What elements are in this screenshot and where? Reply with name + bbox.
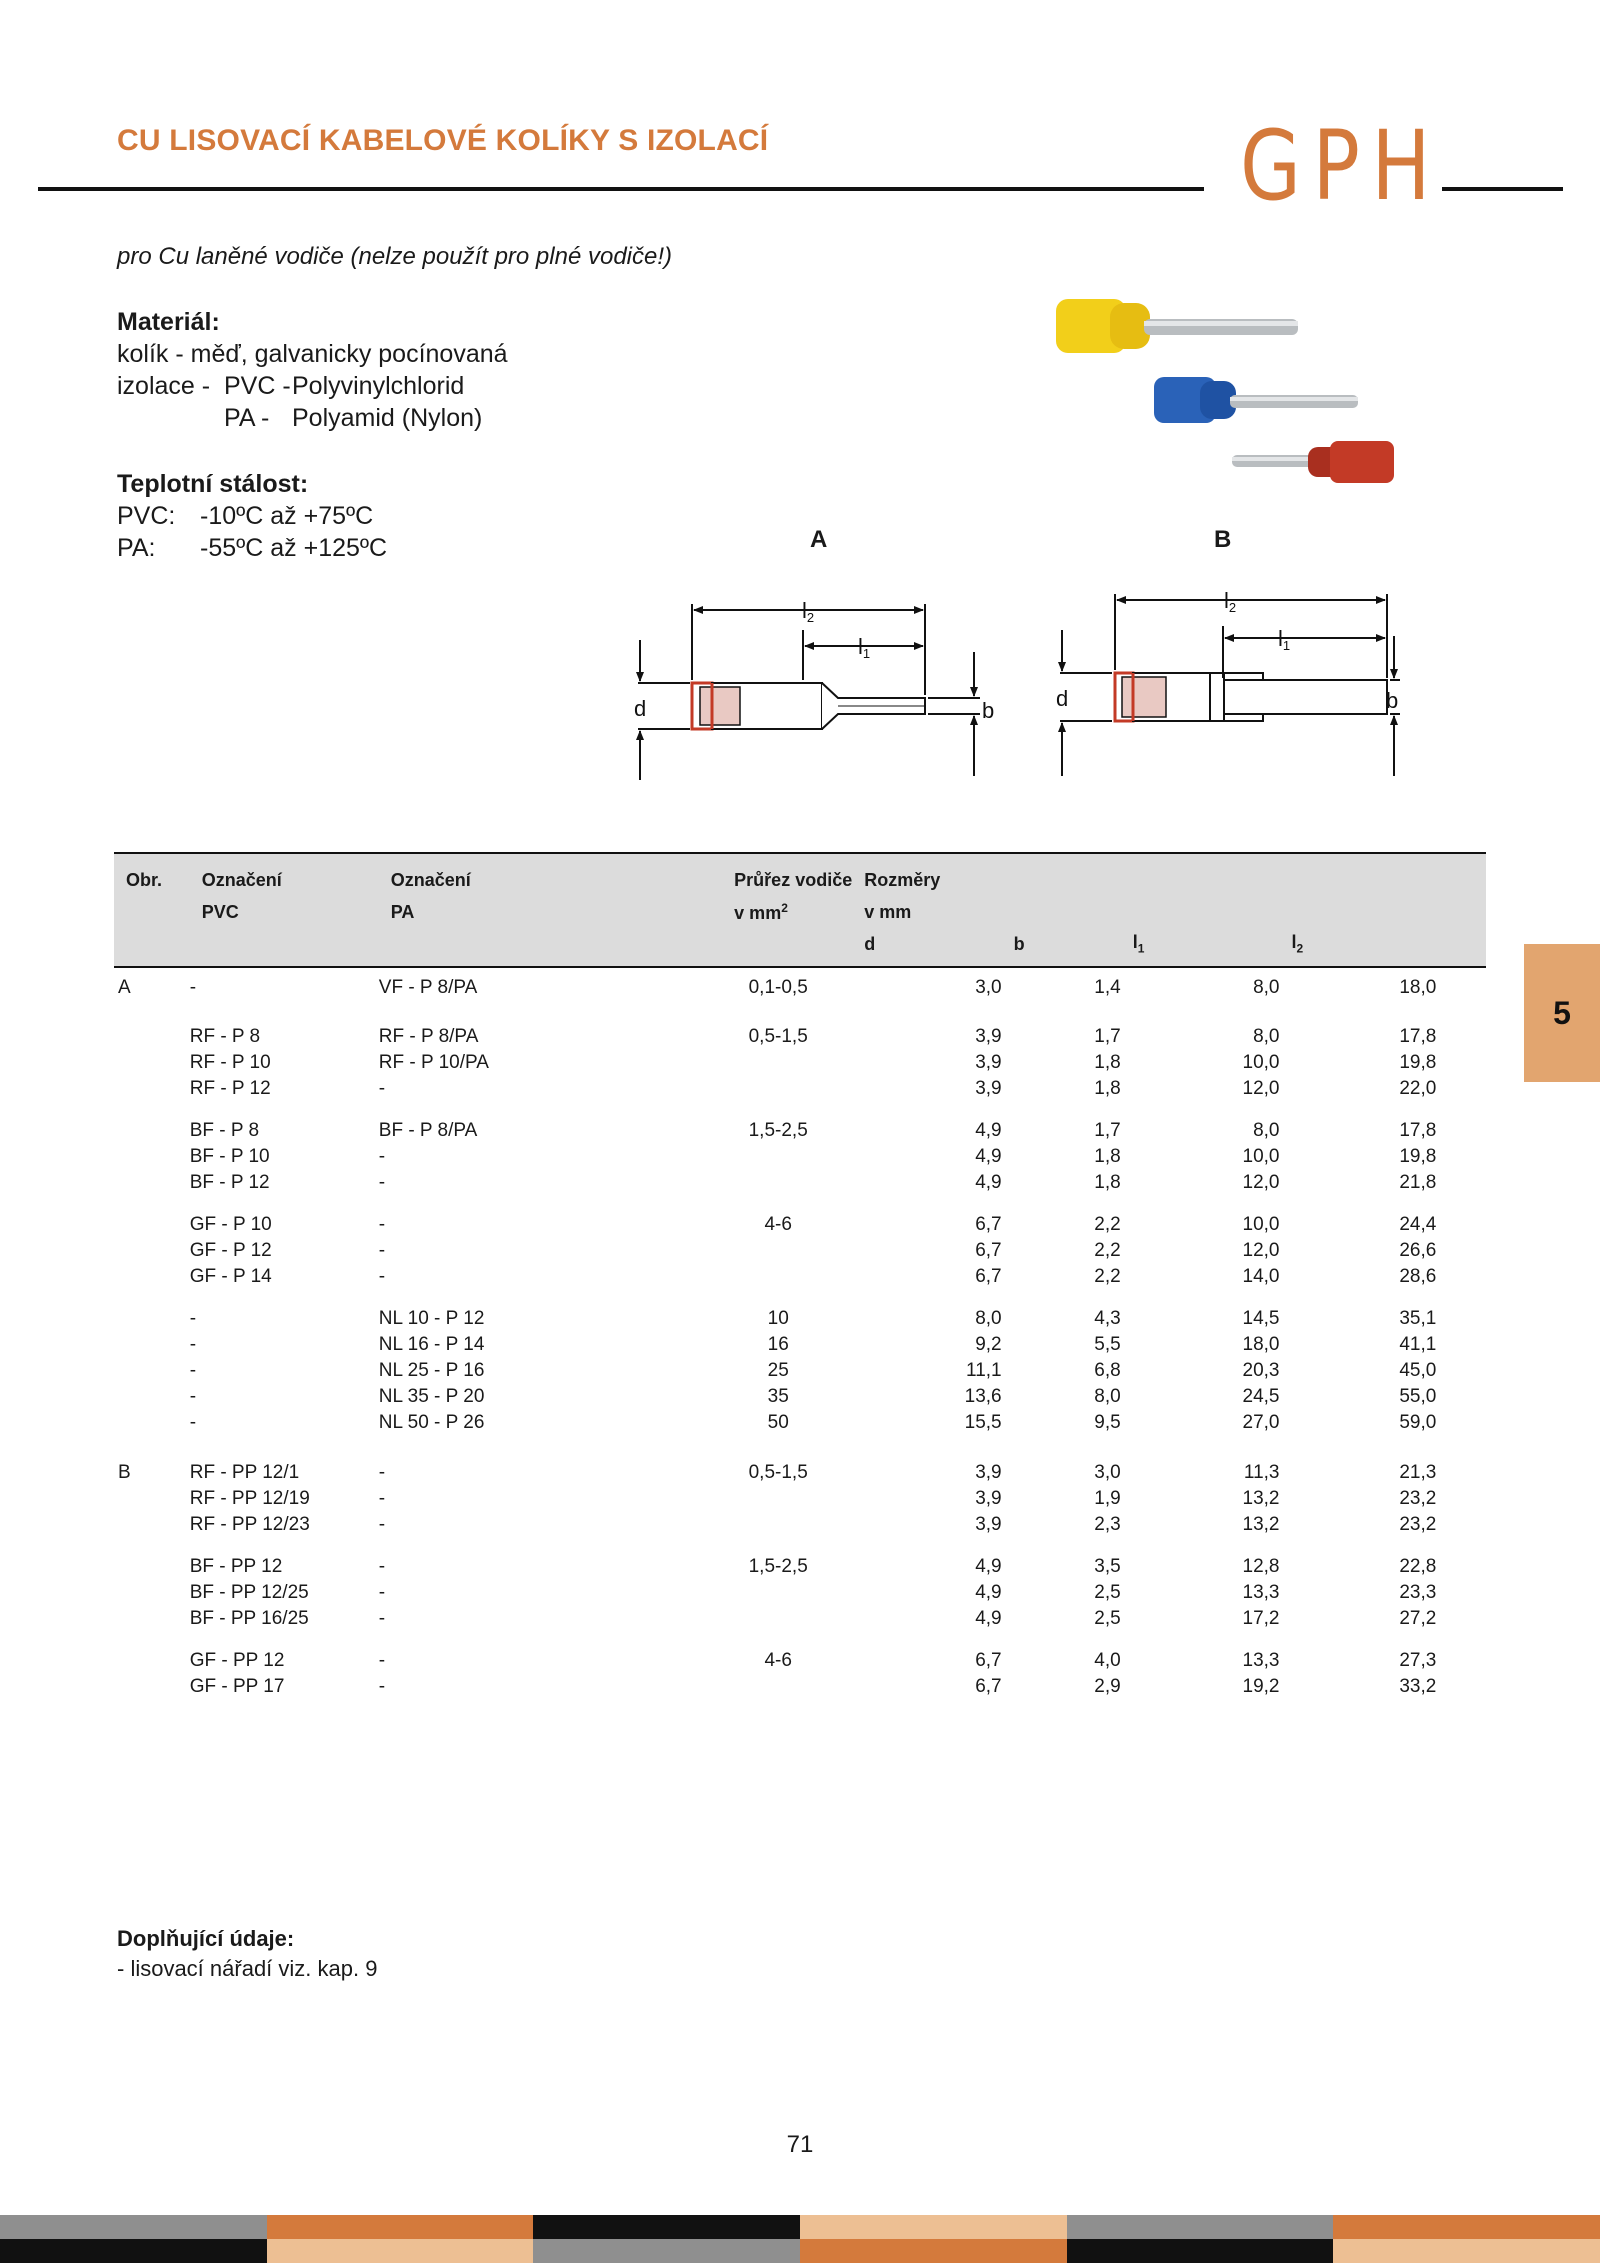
cell-l2: 27,2	[1399, 1608, 1437, 1629]
table-row	[114, 1024, 1486, 1050]
header-rule-right	[1442, 187, 1563, 191]
spacer-row	[114, 1290, 1486, 1306]
cell-prurez: 4-6	[764, 1214, 792, 1235]
cell-pvc: GF - PP 17	[189, 1676, 285, 1697]
header-unit-mm: v mm	[852, 896, 1001, 928]
table-row	[114, 1554, 1486, 1580]
cell-l1: 17,2	[1242, 1608, 1280, 1629]
cell-l1: 27,0	[1242, 1412, 1280, 1433]
cell-obr	[114, 1332, 190, 1358]
cell-l2: 26,6	[1399, 1240, 1437, 1261]
cell-b: 4,0	[1094, 1650, 1121, 1671]
color-bar-segment	[0, 2239, 267, 2263]
cell-pa: NL 50 - P 26	[378, 1412, 485, 1433]
color-bar-segment	[267, 2239, 534, 2263]
color-bar-segment	[267, 2215, 534, 2239]
cell-prurez	[734, 1144, 852, 1170]
cell-pvc: -	[189, 1386, 197, 1407]
cell-pa: -	[378, 1172, 386, 1193]
cell-d: 3,9	[975, 1026, 1002, 1047]
spacer-row	[114, 1436, 1486, 1460]
header-oznaceni-pvc: Označení	[190, 853, 379, 896]
cell-prurez	[734, 1486, 852, 1512]
footer-color-bar-top	[0, 2215, 1600, 2239]
pvc-abbr: PVC -	[224, 372, 291, 400]
cell-pvc: RF - P 10	[189, 1052, 271, 1073]
cell-l1: 18,0	[1242, 1334, 1280, 1355]
cell-d: 6,7	[975, 1240, 1002, 1261]
label-d: d	[1056, 686, 1069, 711]
cell-b: 1,7	[1094, 1026, 1121, 1047]
extra-line: - lisovací nářadí viz. kap. 9	[117, 1956, 378, 1981]
red-pin-image	[1232, 441, 1394, 483]
table-row	[114, 1358, 1486, 1384]
cell-l1: 10,0	[1242, 1214, 1280, 1235]
cell-pa: -	[378, 1514, 386, 1535]
cell-l2: 21,3	[1399, 1462, 1437, 1483]
product-photo	[1040, 285, 1400, 495]
cell-obr	[114, 1358, 190, 1384]
header-rule-left	[38, 187, 1204, 191]
header-l1: $l_1$	[1121, 928, 1280, 967]
cell-obr	[114, 1212, 190, 1238]
cell-prurez	[734, 1674, 852, 1700]
cell-pa: NL 10 - P 12	[378, 1308, 485, 1329]
cell-l1: 19,2	[1242, 1676, 1280, 1697]
cell-pvc: -	[189, 1334, 197, 1355]
header-obr: Obr.	[114, 853, 190, 896]
cell-prurez: 0,5-1,5	[748, 1462, 808, 1483]
cell-b: 1,8	[1094, 1172, 1121, 1193]
color-bar-segment	[533, 2239, 800, 2263]
section-tab: 5	[1524, 944, 1600, 1082]
cell-b: 2,5	[1094, 1608, 1121, 1629]
cell-b: 2,2	[1094, 1240, 1121, 1261]
cell-prurez	[734, 1076, 852, 1102]
cell-d: 3,9	[975, 1488, 1002, 1509]
cell-obr	[114, 1580, 190, 1606]
label-l1: l1	[858, 634, 871, 661]
cell-l2: 18,0	[1399, 977, 1437, 998]
cell-pvc: GF - P 12	[189, 1240, 272, 1261]
cell-obr	[114, 1648, 190, 1674]
pa-name: Polyamid (Nylon)	[292, 404, 483, 432]
spacer-row	[114, 1632, 1486, 1648]
cell-b: 1,9	[1094, 1488, 1121, 1509]
spacer-row	[114, 1102, 1486, 1118]
page-number: 71	[786, 2131, 814, 2158]
cell-obr	[114, 1050, 190, 1076]
header-b: b	[1002, 928, 1121, 967]
table-row	[114, 1238, 1486, 1264]
cell-l1: 12,0	[1242, 1240, 1280, 1261]
cell-pvc: RF - PP 12/19	[189, 1488, 310, 1509]
cell-obr	[114, 1144, 190, 1170]
page-title: CU LISOVACÍ KABELOVÉ KOLÍKY S IZOLACÍ	[117, 124, 769, 157]
cell-pa: VF - P 8/PA	[378, 977, 478, 998]
label-b: b	[1386, 688, 1399, 713]
cell-l2: 41,1	[1399, 1334, 1437, 1355]
cell-obr	[114, 1306, 190, 1332]
cell-pvc: GF - P 10	[189, 1214, 272, 1235]
cell-l1: 11,3	[1243, 1462, 1280, 1483]
cell-b: 8,0	[1094, 1386, 1121, 1407]
cell-l2: 55,0	[1399, 1386, 1437, 1407]
cell-l2: 23,2	[1399, 1514, 1437, 1535]
cell-prurez	[734, 1170, 852, 1196]
insulation-label: izolace -	[117, 372, 211, 400]
cell-l1: 12,0	[1242, 1172, 1280, 1193]
color-bar-segment	[1333, 2215, 1600, 2239]
cell-l1: 12,8	[1242, 1556, 1280, 1577]
temp-pa-label: PA:	[117, 534, 156, 562]
cell-prurez: 0,1-0,5	[748, 977, 808, 998]
temp-pvc-label: PVC:	[117, 502, 176, 530]
cell-b: 1,8	[1094, 1146, 1121, 1167]
cell-l1: 24,5	[1242, 1386, 1280, 1407]
cell-l2: 21,8	[1399, 1172, 1437, 1193]
color-bar-segment	[1067, 2239, 1334, 2263]
table-row	[114, 1306, 1486, 1332]
spacer-row	[114, 1538, 1486, 1554]
cell-obr: B	[118, 1462, 131, 1483]
cell-pa: BF - P 8/PA	[378, 1120, 478, 1141]
cell-obr	[114, 1076, 190, 1102]
cell-pvc: BF - PP 12/25	[189, 1582, 309, 1603]
cell-prurez	[734, 1264, 852, 1290]
color-bar-segment	[0, 2215, 267, 2239]
cell-l1: 10,0	[1242, 1146, 1280, 1167]
cell-prurez: 1,5-2,5	[748, 1120, 808, 1141]
cell-d: 4,9	[975, 1172, 1002, 1193]
cell-l2: 17,8	[1399, 1120, 1437, 1141]
cell-pa: -	[378, 1608, 386, 1629]
yellow-pin-image	[1056, 299, 1298, 353]
cell-d: 4,9	[975, 1582, 1002, 1603]
color-bar-segment	[800, 2239, 1067, 2263]
header-prurez: Průřez vodiče	[734, 853, 852, 896]
cell-b: 6,8	[1094, 1360, 1121, 1381]
cell-l1: 14,5	[1242, 1308, 1280, 1329]
table-row	[114, 1384, 1486, 1410]
cell-pa: -	[378, 1676, 386, 1697]
cell-prurez	[734, 1050, 852, 1076]
cell-pvc: RF - P 8	[189, 1026, 261, 1047]
cell-l2: 35,1	[1399, 1308, 1437, 1329]
temp-heading: Teplotní stálost:	[117, 470, 309, 498]
diagram-b	[1040, 580, 1440, 800]
cell-b: 2,5	[1094, 1582, 1121, 1603]
spacer-row	[114, 1196, 1486, 1212]
cell-obr: A	[118, 977, 131, 998]
cell-b: 3,0	[1094, 1462, 1121, 1483]
cell-d: 3,0	[975, 977, 1002, 998]
table-row	[114, 1212, 1486, 1238]
table-row	[114, 1410, 1486, 1436]
cell-b: 2,3	[1094, 1514, 1121, 1535]
cell-l1: 14,0	[1242, 1266, 1280, 1287]
cell-b: 1,4	[1094, 977, 1121, 998]
table-row	[114, 1118, 1486, 1144]
subtitle: pro Cu laněné vodiče (nelze použít pro plné vodiče!)	[117, 243, 672, 270]
cell-b: 2,9	[1094, 1676, 1121, 1697]
cell-pvc: GF - P 14	[189, 1266, 272, 1287]
cell-b: 1,7	[1094, 1120, 1121, 1141]
cell-pa: RF - P 10/PA	[378, 1052, 489, 1073]
cell-d: 3,9	[975, 1514, 1002, 1535]
cell-pa: NL 25 - P 16	[378, 1360, 485, 1381]
cell-l2: 27,3	[1399, 1650, 1437, 1671]
header-pvc: PVC	[190, 896, 379, 928]
cell-obr	[114, 1554, 190, 1580]
cell-pvc: -	[189, 1308, 197, 1329]
color-bar-segment	[800, 2215, 1067, 2239]
cell-pvc: BF - P 10	[189, 1146, 270, 1167]
cell-pvc: BF - P 12	[189, 1172, 270, 1193]
cell-prurez: 0,5-1,5	[748, 1026, 808, 1047]
cell-d: 6,7	[975, 1214, 1002, 1235]
cell-d: 13,6	[964, 1386, 1002, 1407]
label-b: b	[982, 698, 995, 723]
cell-l2: 33,2	[1399, 1676, 1437, 1697]
cell-obr	[114, 1118, 190, 1144]
cell-pa: RF - P 8/PA	[378, 1026, 479, 1047]
cell-l1: 13,2	[1242, 1514, 1280, 1535]
header-d: d	[852, 928, 1001, 967]
temp-pvc-value: -10ºC až +75ºC	[200, 502, 374, 530]
cell-pvc: RF - P 12	[189, 1078, 271, 1099]
cell-b: 2,2	[1094, 1214, 1121, 1235]
header-pa: PA	[379, 896, 734, 928]
cell-pa: -	[378, 1146, 386, 1167]
cell-l1: 13,3	[1242, 1650, 1280, 1671]
cell-prurez: 1,5-2,5	[748, 1556, 808, 1577]
cell-prurez: 50	[767, 1412, 789, 1433]
cell-l2: 22,0	[1399, 1078, 1437, 1099]
footer-color-bar-bottom	[0, 2239, 1600, 2263]
cell-pvc: BF - PP 16/25	[189, 1608, 309, 1629]
cell-prurez: 35	[767, 1386, 789, 1407]
cell-d: 3,9	[975, 1078, 1002, 1099]
cell-obr	[114, 1024, 190, 1050]
cell-prurez	[734, 1238, 852, 1264]
cell-l1: 8,0	[1253, 1120, 1280, 1141]
cell-b: 4,3	[1094, 1308, 1121, 1329]
cell-pvc: BF - PP 12	[189, 1556, 283, 1577]
cell-obr	[114, 1512, 190, 1538]
cell-pa: -	[378, 1078, 386, 1099]
cell-l1: 10,0	[1242, 1052, 1280, 1073]
table-row	[114, 1674, 1486, 1700]
table-row	[114, 1332, 1486, 1358]
color-bar-segment	[533, 2215, 800, 2239]
table-header	[114, 853, 1486, 967]
header-l2: $l_2$	[1279, 928, 1436, 967]
temp-pa-value: -55ºC až +125ºC	[200, 534, 388, 562]
cell-pa: NL 16 - P 14	[378, 1334, 485, 1355]
spec-table	[114, 852, 1486, 1700]
color-bar-segment	[1333, 2239, 1600, 2263]
cell-l2: 17,8	[1399, 1026, 1437, 1047]
brand-logo: GPH	[1240, 110, 1443, 222]
cell-d: 3,9	[975, 1462, 1002, 1483]
cell-b: 2,2	[1094, 1266, 1121, 1287]
cell-obr	[114, 1410, 190, 1436]
table-row	[114, 1460, 1486, 1486]
cell-d: 11,1	[966, 1360, 1002, 1381]
cell-d: 6,7	[975, 1266, 1002, 1287]
cell-l2: 24,4	[1399, 1214, 1437, 1235]
cell-prurez	[734, 1606, 852, 1632]
cell-obr	[114, 1606, 190, 1632]
table-row	[114, 1264, 1486, 1290]
table-row	[114, 1144, 1486, 1170]
cell-d: 15,5	[964, 1412, 1002, 1433]
cell-obr	[114, 1238, 190, 1264]
material-line: kolík - měď, galvanicky pocínovaná	[117, 340, 508, 368]
material-heading: Materiál:	[117, 308, 220, 336]
cell-obr	[114, 1486, 190, 1512]
table-row	[114, 1486, 1486, 1512]
cell-b: 1,8	[1094, 1078, 1121, 1099]
cell-pa: -	[378, 1266, 386, 1287]
cell-pvc: -	[189, 977, 197, 998]
label-l2: l2	[802, 598, 815, 625]
table-row	[114, 1050, 1486, 1076]
extra-heading: Doplňující údaje:	[117, 1926, 295, 1951]
table-row	[114, 1170, 1486, 1196]
cell-pvc: RF - PP 12/1	[189, 1462, 300, 1483]
cell-prurez: 25	[767, 1360, 789, 1381]
cell-pvc: -	[189, 1360, 197, 1381]
cell-b: 1,8	[1094, 1052, 1121, 1073]
label-d: d	[634, 696, 647, 721]
cell-l2: 19,8	[1399, 1052, 1437, 1073]
table-body	[114, 967, 1486, 1700]
cell-pa: -	[378, 1650, 386, 1671]
cell-prurez: 16	[767, 1334, 789, 1355]
label-l2: l2	[1224, 588, 1237, 615]
table-row	[114, 1648, 1486, 1674]
table-row	[114, 1076, 1486, 1102]
cell-pa: -	[378, 1582, 386, 1603]
cell-l2: 28,6	[1399, 1266, 1437, 1287]
cell-d: 3,9	[975, 1052, 1002, 1073]
cell-d: 4,9	[975, 1608, 1002, 1629]
diagram-a-label: A	[810, 526, 828, 553]
cell-l1: 13,3	[1242, 1582, 1280, 1603]
cell-b: 5,5	[1094, 1334, 1121, 1355]
cell-pvc: -	[189, 1412, 197, 1433]
cell-l2: 59,0	[1399, 1412, 1437, 1433]
cell-b: 9,5	[1094, 1412, 1121, 1433]
cell-prurez: 10	[767, 1308, 789, 1329]
cell-pvc: BF - P 8	[189, 1120, 260, 1141]
cell-prurez: 4-6	[764, 1650, 792, 1671]
diagram-a	[620, 580, 1020, 800]
cell-b: 3,5	[1094, 1556, 1121, 1577]
cell-pvc: RF - PP 12/23	[189, 1514, 310, 1535]
cell-obr	[114, 1384, 190, 1410]
cell-pa: NL 35 - P 20	[378, 1386, 485, 1407]
header-oznaceni-pa: Označení	[379, 853, 734, 896]
header-unit-mm2: v $mm^2$	[734, 896, 852, 928]
cell-d: 9,2	[975, 1334, 1002, 1355]
cell-d: 4,9	[975, 1120, 1002, 1141]
table-row	[114, 1606, 1486, 1632]
cell-l2: 45,0	[1399, 1360, 1437, 1381]
cell-obr	[114, 1674, 190, 1700]
blue-pin-image	[1154, 377, 1358, 423]
cell-obr	[114, 1170, 190, 1196]
cell-d: 4,9	[975, 1556, 1002, 1577]
header-rozmery: Rozměry	[852, 853, 1001, 896]
cell-obr	[114, 1264, 190, 1290]
cell-pa: -	[378, 1214, 386, 1235]
cell-pa: -	[378, 1240, 386, 1261]
cell-l2: 23,2	[1399, 1488, 1437, 1509]
cell-l1: 8,0	[1253, 977, 1280, 998]
cell-d: 6,7	[975, 1676, 1002, 1697]
pvc-name: Polyvinylchlorid	[292, 372, 465, 400]
cell-l2: 19,8	[1399, 1146, 1437, 1167]
cell-l1: 13,2	[1242, 1488, 1280, 1509]
table-row	[114, 967, 1486, 1008]
cell-l1: 20,3	[1242, 1360, 1280, 1381]
cell-l1: 8,0	[1253, 1026, 1280, 1047]
color-bar-segment	[1067, 2215, 1334, 2239]
label-l1: l1	[1278, 626, 1291, 653]
cell-prurez	[734, 1580, 852, 1606]
cell-d: 8,0	[975, 1308, 1002, 1329]
table-row	[114, 1512, 1486, 1538]
cell-prurez	[734, 1512, 852, 1538]
spacer-row	[114, 1008, 1486, 1024]
cell-d: 4,9	[975, 1146, 1002, 1167]
pa-abbr: PA -	[224, 404, 270, 432]
table-row	[114, 1580, 1486, 1606]
cell-l1: 12,0	[1242, 1078, 1280, 1099]
cell-d: 6,7	[975, 1650, 1002, 1671]
cell-l2: 23,3	[1399, 1582, 1437, 1603]
cell-l2: 22,8	[1399, 1556, 1437, 1577]
diagram-b-label: B	[1214, 526, 1232, 553]
cell-pa: -	[378, 1488, 386, 1509]
cell-pvc: GF - PP 12	[189, 1650, 285, 1671]
cell-pa: -	[378, 1556, 386, 1577]
cell-pa: -	[378, 1462, 386, 1483]
